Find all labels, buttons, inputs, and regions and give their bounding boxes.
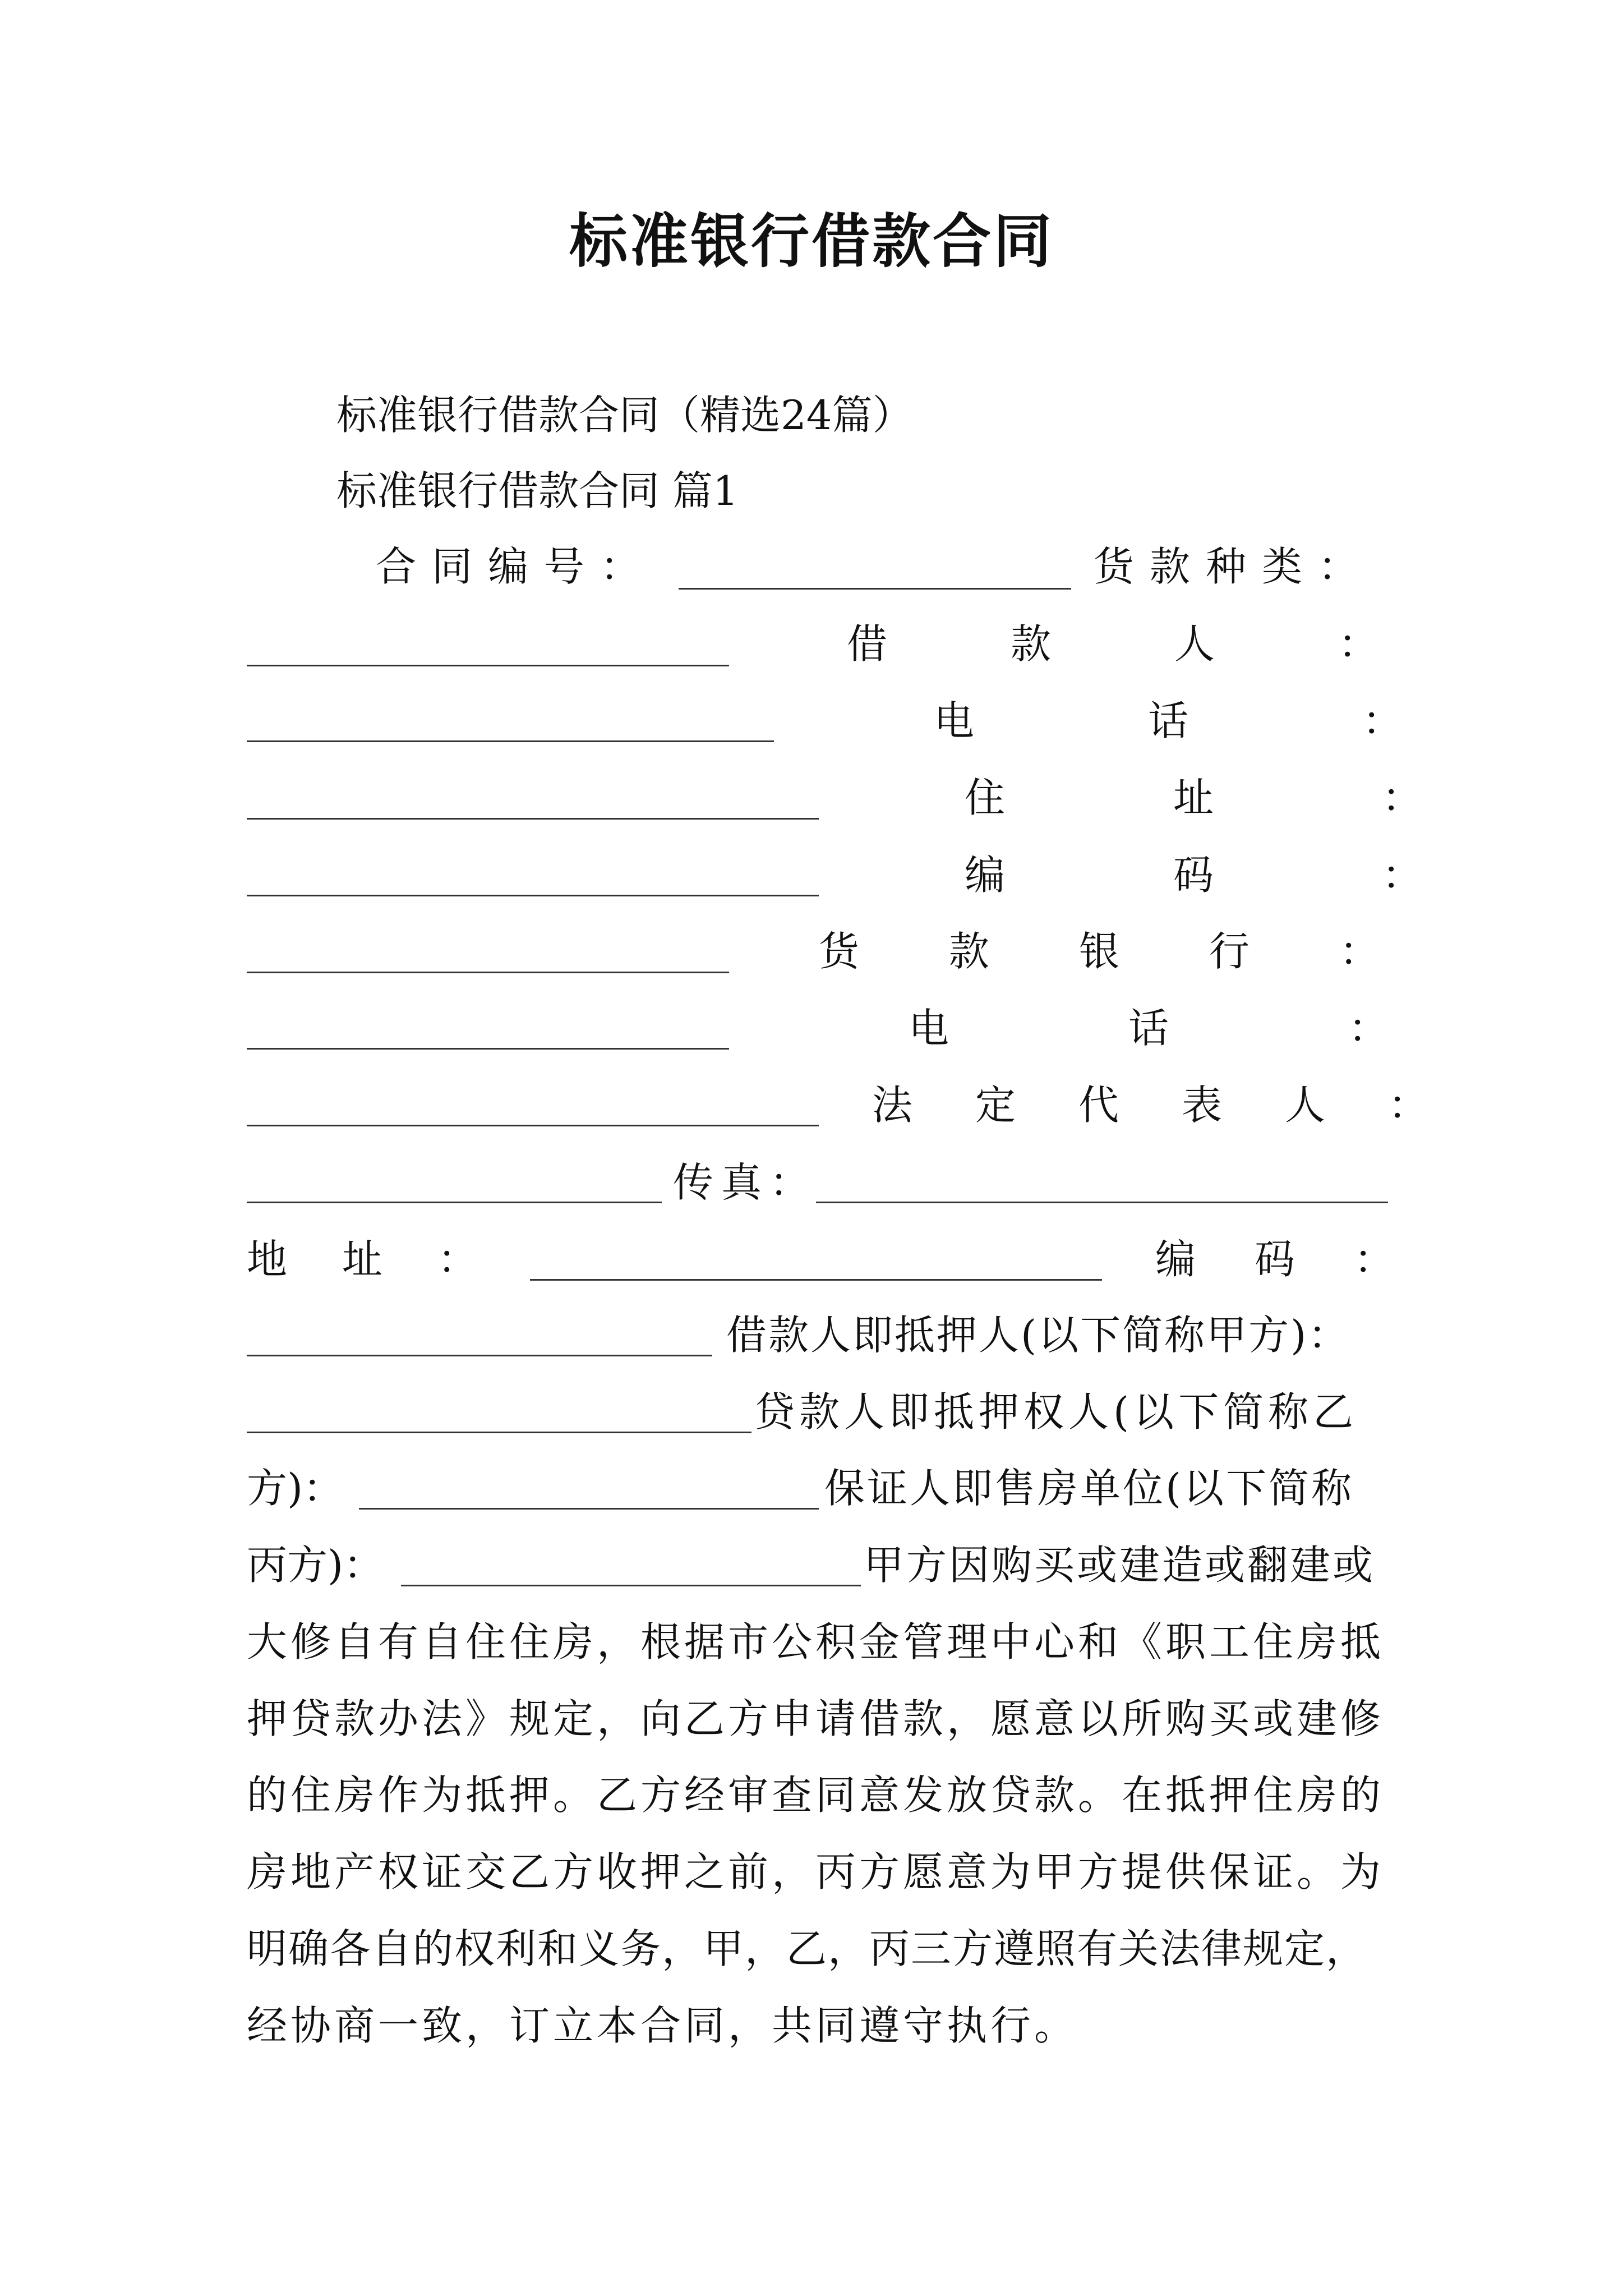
legal-rep-label: 法定代表人： [872, 1082, 1492, 1129]
paragraph-line: 房地产权证交乙方收押之前，丙方愿意为甲方提供保证。为 [247, 1848, 1385, 1895]
paragraph-line: 保证人即售房单位(以下简称 [824, 1465, 1354, 1512]
section-heading: 标准银行借款合同 篇1 [336, 467, 739, 514]
bank-address-label: 地址： [247, 1236, 533, 1283]
paragraph-line: 经协商一致，订立本合同，共同遵守执行。 [247, 2002, 1078, 2049]
paragraph-line: 押贷款办法》规定，向乙方申请借款，愿意以所购买或建修 [247, 1695, 1385, 1742]
bank-address-blank [530, 1279, 1102, 1281]
bank-phone-blank [247, 1125, 819, 1126]
paragraph-line: 明确各自的权利和义务，甲，乙，丙三方遵照有关法律规定， [247, 1925, 1368, 1972]
document-subtitle: 标准银行借款合同（精选24篇） [336, 392, 913, 439]
party-b-blank [359, 1508, 819, 1510]
lending-bank-blank [247, 1048, 729, 1050]
party-c-blank [401, 1585, 861, 1586]
paragraph-line: 甲方因购买或建造或翻建或 [864, 1542, 1376, 1589]
party-a-blank [247, 1432, 751, 1433]
paragraph-line: 丙方)： [247, 1542, 384, 1589]
paragraph-line: 贷款人即抵押权人(以下简称乙 [754, 1388, 1358, 1435]
bank-phone-label: 电话： [909, 1005, 1569, 1052]
loan-type-blank [247, 665, 729, 666]
contract-no-label: 合同编号： [376, 543, 657, 590]
bank-postcode-blank [247, 1355, 712, 1356]
bank-postcode-label: 编码： [1155, 1236, 1454, 1283]
legal-rep-blank [247, 1202, 662, 1203]
fax-label: 传真： [673, 1159, 818, 1206]
fax-blank [816, 1202, 1388, 1203]
phone-label: 电话： [934, 697, 1577, 744]
borrower-blank [247, 740, 774, 742]
paragraph-line: 大修自有自住住房，根据市公积金管理中心和《职工住房抵 [247, 1618, 1385, 1665]
postcode-blank [247, 972, 729, 973]
paragraph-line: 方)： [247, 1465, 344, 1512]
postcode-label: 编码： [965, 852, 1591, 899]
address-label: 住址： [965, 774, 1591, 821]
paragraph-line: 的住房作为抵押。乙方经审查同意发放贷款。在抵押住房的 [247, 1772, 1385, 1819]
phone-blank [247, 818, 819, 820]
contract-no-blank [679, 588, 1071, 590]
loan-type-label: 货款种类： [1094, 543, 1375, 590]
document-title: 标准银行借款合同 [569, 206, 1054, 275]
borrower-label: 借款人： [847, 620, 1502, 668]
lending-bank-label: 货款银行： [819, 928, 1470, 975]
address-blank [247, 895, 819, 896]
paragraph-line: 借款人即抵押人(以下简称甲方)： [726, 1312, 1350, 1359]
